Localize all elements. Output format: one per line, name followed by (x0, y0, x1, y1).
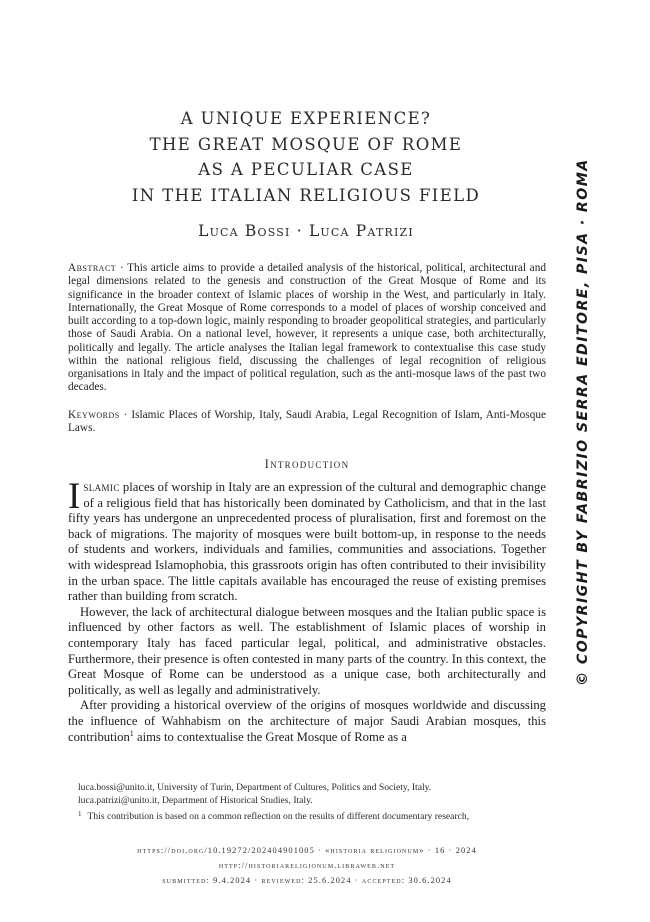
side-copyright-notice: © COPYRIGHT BY FABRIZIO SERRA EDITORE, PISA · ROMA (575, 158, 591, 686)
footnote-1-text: This contribution is based on a common reflection on the results of different documentary research, (87, 810, 470, 822)
title-line-4: IN THE ITALIAN RELIGIOUS FIELD (131, 185, 481, 205)
paragraph-3-text-before: After providing a historical overview of the origins of mosques worldwide and discussing the influence of Wahhabism on the architecture of major Saudi Arabian mosques, this contribution (68, 698, 546, 744)
author-names: Luca Bossi · Luca Patrizi (198, 222, 414, 240)
drop-cap: I (68, 476, 81, 517)
abstract-label: Abstract (68, 262, 117, 274)
article-title (60, 106, 552, 208)
paragraph-3 (68, 698, 546, 745)
footer-doi[interactable]: https://doi.org/10.19272/202404901005 · «historia religionum» · 16 · 2024 (137, 846, 477, 855)
author-1-affiliation: luca.bossi@unito.it, University of Turin, Department of Cultures, Politics and Society, Italy. (78, 782, 432, 793)
title-line-1: A UNIQUE EXPERIENCE? (180, 109, 432, 128)
footnote-1-mark: 1 (78, 809, 82, 818)
keywords-label: Keywords (68, 409, 120, 421)
paragraph-1-text: places of worship in Italy are an expression of the cultural and demographic change of a religious field that has historically been dominated by Catholicism, and that in the last fifty years has undergone an unprecedented process of pluralisation, first and foremost on the back of migrations. The majority of mosques were built bottom-up, in response to the needs of students and workers, individuals and families, communities and associations. Together with widespread Islamophobia, this grassroots origin has often contributed to their invisibility in the urban space. The little capitals available has encouraged the reuse of existing premises rather than building from scratch. (68, 480, 546, 604)
title-line-3: AS A PECULIAR CASE (198, 160, 414, 179)
title-line-2: THE GREAT MOSQUE OF ROME (149, 134, 463, 154)
author-2-affiliation: luca.patrizi@unito.it, Department of Historical Studies, Italy. (78, 795, 313, 807)
keywords (68, 409, 546, 436)
keywords-separator: · (119, 409, 132, 421)
footnotes (78, 781, 546, 823)
paragraph-3-text-after: aims to contextualise the Great Mosque of Rome as a (133, 729, 407, 744)
abstract-separator: · (116, 262, 128, 274)
footnote-1 (78, 808, 546, 823)
abstract (68, 262, 546, 395)
paragraph-1-smallcaps: slamic (83, 480, 120, 494)
paragraph-1 (68, 476, 546, 605)
footer-journal-url[interactable]: http://historiareligionum.libraweb.net (218, 861, 396, 870)
body-text (68, 476, 546, 745)
footnote-reference-1[interactable]: 1 (129, 728, 134, 738)
footer-dates: submitted: 9.4.2024 · reviewed: 25.6.2024 · accepted: 30.6.2024 (162, 876, 452, 885)
paragraph-2: However, the lack of architectural dialogue between mosques and the Italian public space is influenced by other factors as well. The establishment of Islamic places of worship in contemporary Italy has faced particular legal, political, and administrative obstacles. Furthermore, their presence is often contested in many parts of the country. In this context, the Great Mosque of Rome can be understood as a unique case, both architecturally and politically, as well as legally and administratively. (68, 604, 546, 697)
section-heading-introduction: Introduction (264, 457, 350, 471)
abstract-text: This article aims to provide a detailed analysis of the historical, political, architectural and legal dimensions related to the genesis and construction of the Great Mosque of Rome and its significance in the broader context of Islamic places of worship in the West, and particularly in Italy. Internationally, the Great Mosque of Rome corresponds to a model of places of worship conceived and built according to a top-down logic, mainly responding to broader geopolitical strategies, and particularly those of Saudi Arabia. On a national level, however, it represents a unique case, both architecturally, politically and legally. The article analyses the Italian legal framework to contextualise this case study within the national religious field, discussing the challenges of legal recognition of religious organisations in Italy and the impact of political regulation, such as the anti-mosque laws of the past two decades. (68, 262, 546, 394)
keywords-text: Islamic Places of Worship, Italy, Saudi Arabia, Legal Recognition of Islam, Anti-Mosque Laws. (68, 409, 547, 435)
